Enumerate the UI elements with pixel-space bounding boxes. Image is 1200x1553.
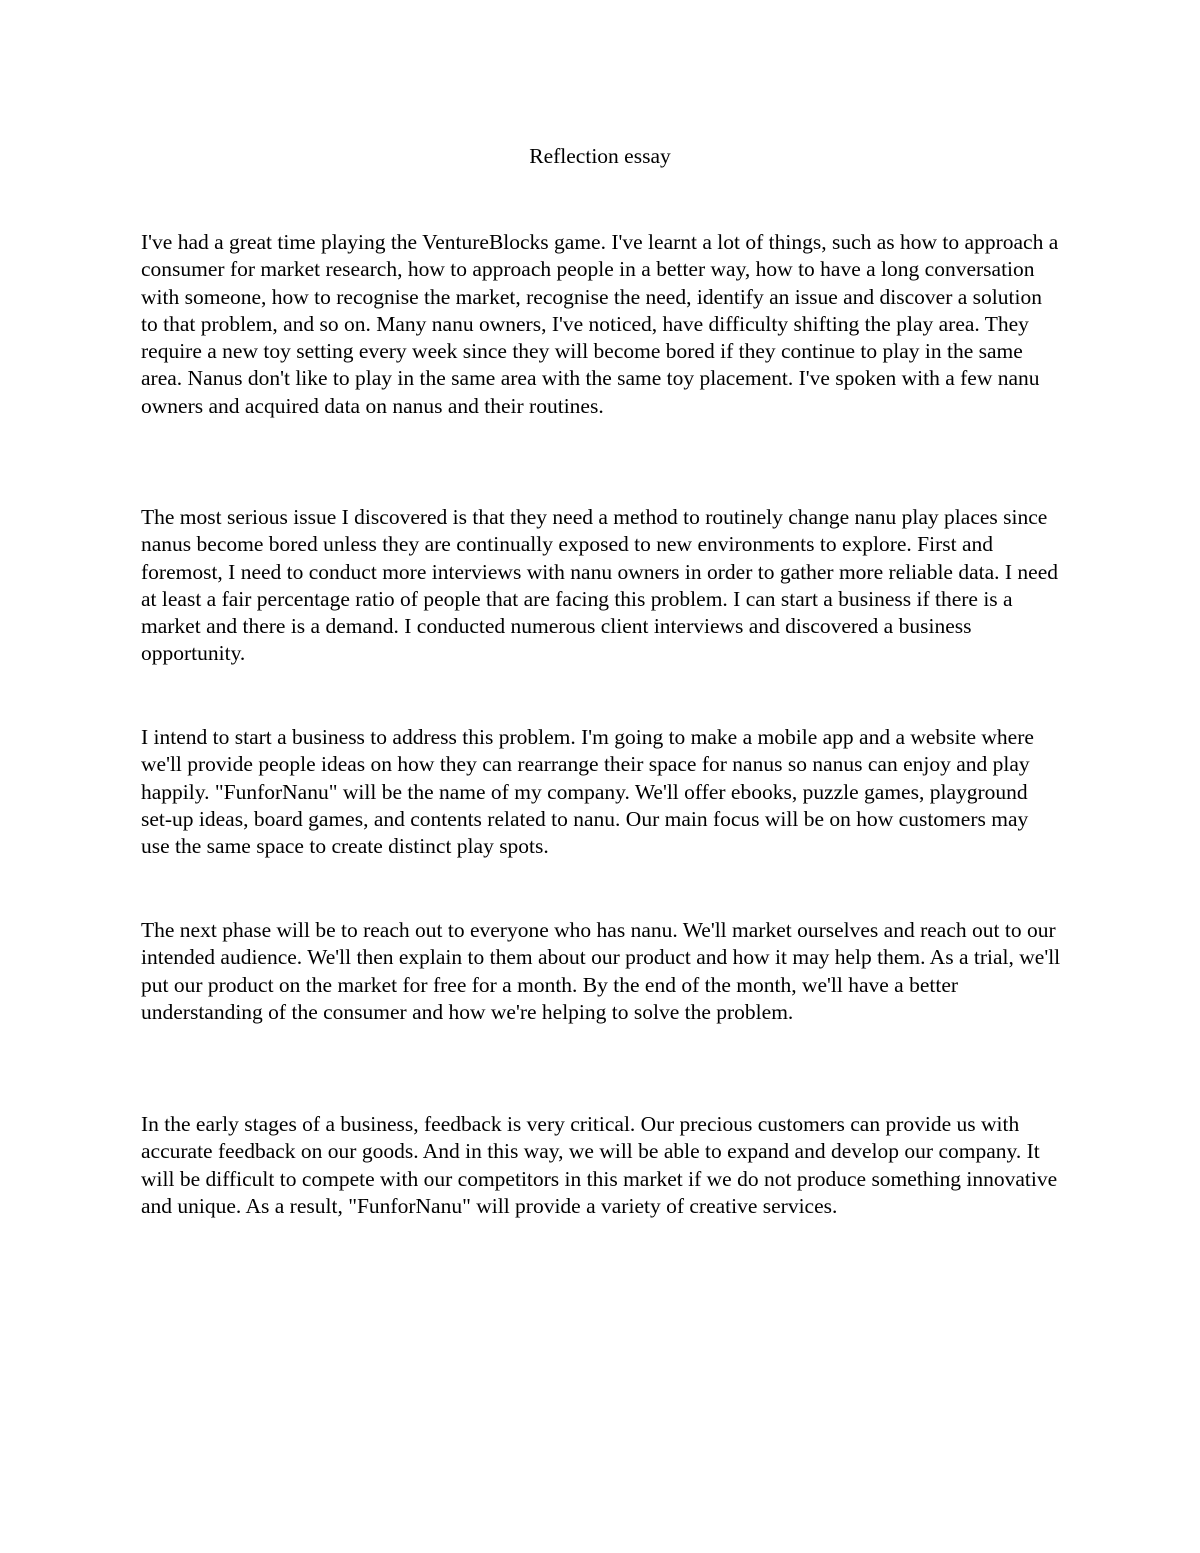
paragraph-4: The next phase will be to reach out to everyone who has nanu. We'll market ourselves and reach out to our intended audience. We'll then explain to them about our product and how it may help them. As a trial, we'll put our product on the market for free for a month. By the end of the month, we'll have a better understanding of the consumer and how we're helping to solve the problem. xyxy=(141,918,1061,1024)
paragraph-5: In the early stages of a business, feedback is very critical. Our precious customers can provide us with accurate feedback on our goods. And in this way, we will be able to expand and develop our company. It will be difficult to compete with our competitors in this market if we do not produce something innovative and unique. As a result, "FunforNanu" will provide a variety of creative services. xyxy=(141,1112,1058,1218)
document-title: Reflection essay xyxy=(529,144,671,168)
paragraph-1: I've had a great time playing the VentureBlocks game. I've learnt a lot of things, such as how to approach a consumer for market research, how to approach people in a better way, how to have a long conversation with someone, how to recognise the market, recognise the need, identify an issue and discover a solution to that problem, and so on. Many nanu owners, I've noticed, have difficulty shifting the play area. They require a new toy setting every week since they will become bored if they continue to play in the same area. Nanus don't like to play in the same area with the same toy placement. I've spoken with a few nanu owners and acquired data on nanus and their routines. xyxy=(141,230,1059,418)
paragraph-3: I intend to start a business to address this problem. I'm going to make a mobile app and a website where we'll provide people ideas on how they can rearrange their space for nanus so nanus can enjoy and play happily. "FunforNanu" will be the name of my company. We'll offer ebooks, puzzle games, playground set-up ideas, board games, and contents related to nanu. Our main focus will be on how customers may use the same space to create distinct play spots. xyxy=(141,725,1034,859)
paragraph-2: The most serious issue I discovered is that they need a method to routinely change nanu play places since nanus become bored unless they are continually exposed to new environments to explore. First and foremost, I need to conduct more interviews with nanu owners in order to gather more reliable data. I need at least a fair percentage ratio of people that are facing this problem. I can start a business if there is a market and there is a demand. I conducted numerous client interviews and discovered a business opportunity. xyxy=(141,505,1059,666)
